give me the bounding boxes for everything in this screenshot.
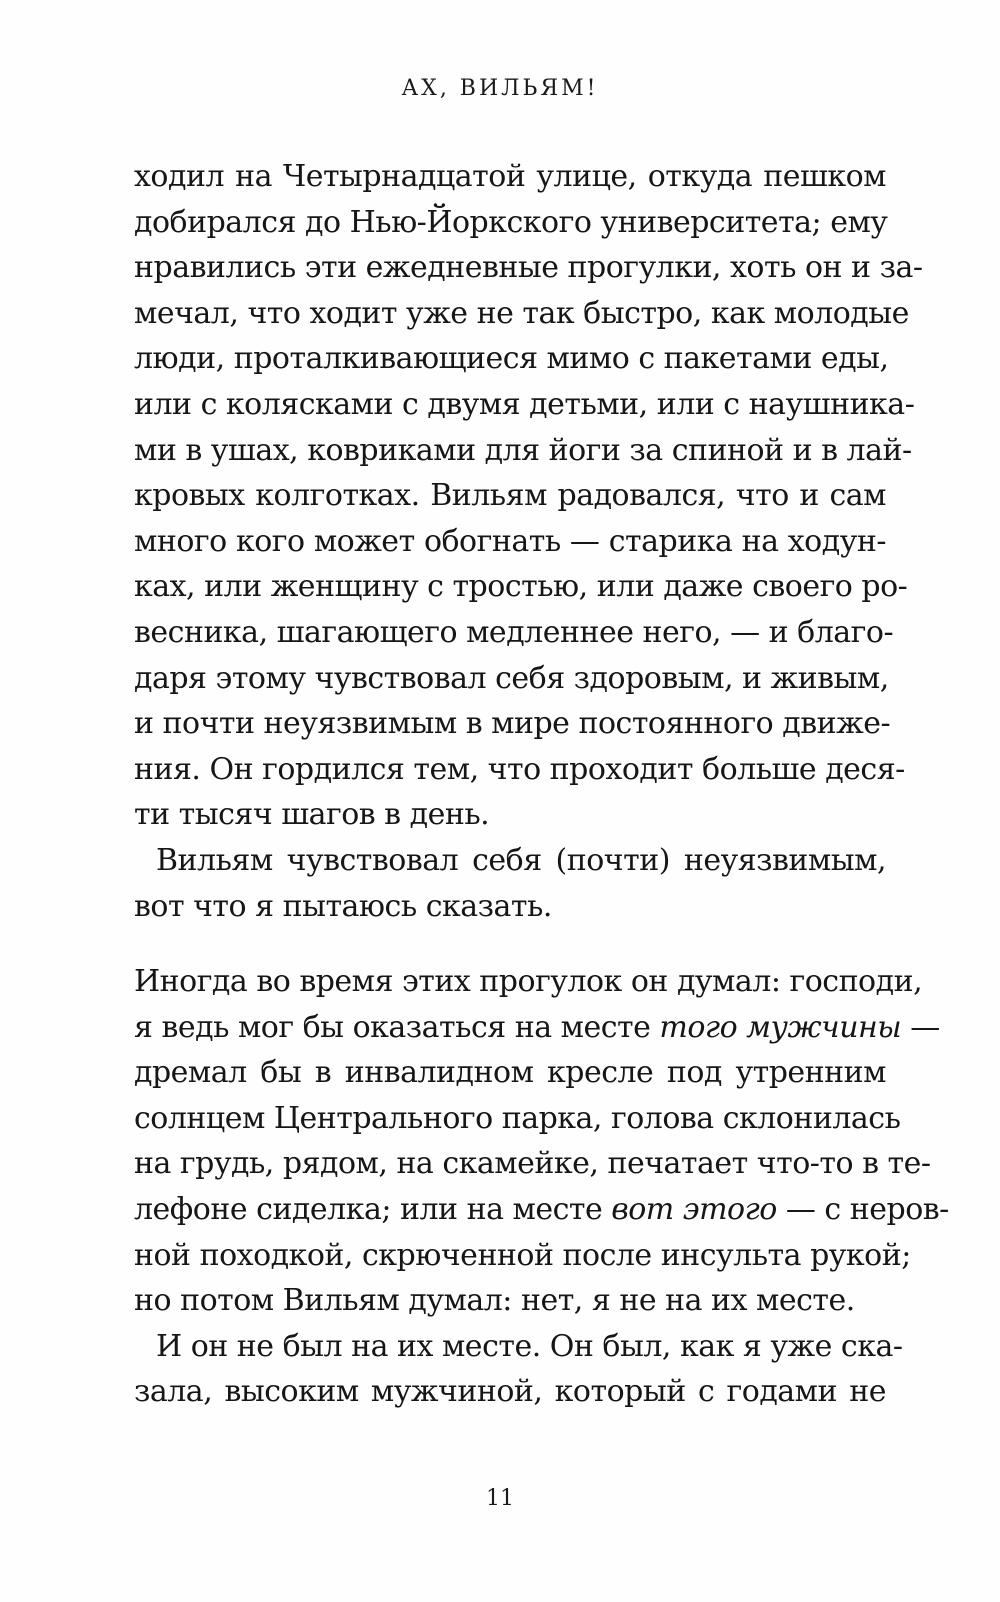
- text-line: ния. Он гордился тем, что проходит больше деся-: [134, 751, 905, 787]
- text-line: и почти неуязвимым в мире постоянного движе-: [134, 706, 891, 742]
- text-line: Иногда во время этих прогулок он думал: господи,: [134, 964, 923, 999]
- text-line: ходил на Четырнадцатой улице, откуда пешком: [134, 159, 886, 194]
- text-line: солнцем Центрального парка, голова склонилась: [134, 1100, 901, 1136]
- text-section-2: [134, 959, 949, 1415]
- text-line: И он не был на их месте. Он был, как я уже ска-: [156, 1328, 903, 1364]
- text-line: ми в ушах, ковриками для йоги за спиной и в лай-: [134, 432, 912, 468]
- text-line: люди, проталкивающиеся мимо с пакетами еды,: [134, 341, 889, 377]
- text-run: — с неров-: [776, 1191, 949, 1227]
- text-run: я ведь мог бы оказаться на месте: [134, 1009, 660, 1045]
- text-run: лефоне сиделка; или на месте: [134, 1191, 612, 1227]
- text-line: на грудь, рядом, на скамейке, печатает что-то в те-: [134, 1146, 931, 1182]
- page-number: 11: [486, 1486, 514, 1511]
- text-line: вот что я пытаюсь сказать.: [134, 888, 552, 924]
- italic-text: вот этого: [611, 1191, 777, 1227]
- text-line: много кого может обогнать — старика на ходун-: [134, 523, 886, 559]
- text-run: —: [901, 1009, 940, 1045]
- text-line: ках, или женщину с тростью, или даже своего ро-: [134, 569, 908, 605]
- text-line-with-italic: [134, 1005, 940, 1051]
- text-line: добирался до Нью-Йоркского университета; ему: [134, 204, 888, 240]
- text-line: дремал бы в инвалидном кресле под утренним: [134, 1055, 886, 1091]
- text-line: зала, высоким мужчиной, который с годами не: [134, 1374, 886, 1410]
- text-line: ной походкой, скрюченной после инсульта рукой;: [134, 1237, 911, 1273]
- text-line: кровых колготках. Вильям радовался, что и сам: [134, 478, 886, 514]
- text-line: но потом Вильям думал: нет, я не на их месте.: [134, 1283, 855, 1319]
- text-line: мечал, что ходит уже не так быстро, как молодые: [134, 295, 909, 331]
- text-line: ти тысяч шагов в день.: [134, 797, 490, 833]
- italic-text: того мужчины: [659, 1009, 902, 1045]
- text-line: Вильям чувствовал себя (почти) неуязвимым,: [156, 842, 886, 878]
- text-line: весника, шагающего медленнее него, — и благо-: [134, 614, 894, 650]
- text-section-1: [134, 154, 923, 929]
- running-head: АХ, ВИЛЬЯМ!: [401, 76, 599, 101]
- text-line: или с колясками с двумя детьми, или с наушника-: [134, 386, 915, 422]
- text-line: нравились эти ежедневные прогулки, хоть он и за-: [134, 250, 923, 286]
- text-line: даря этому чувствовал себя здоровым, и живым,: [134, 660, 889, 696]
- text-line-with-italic: [134, 1187, 949, 1233]
